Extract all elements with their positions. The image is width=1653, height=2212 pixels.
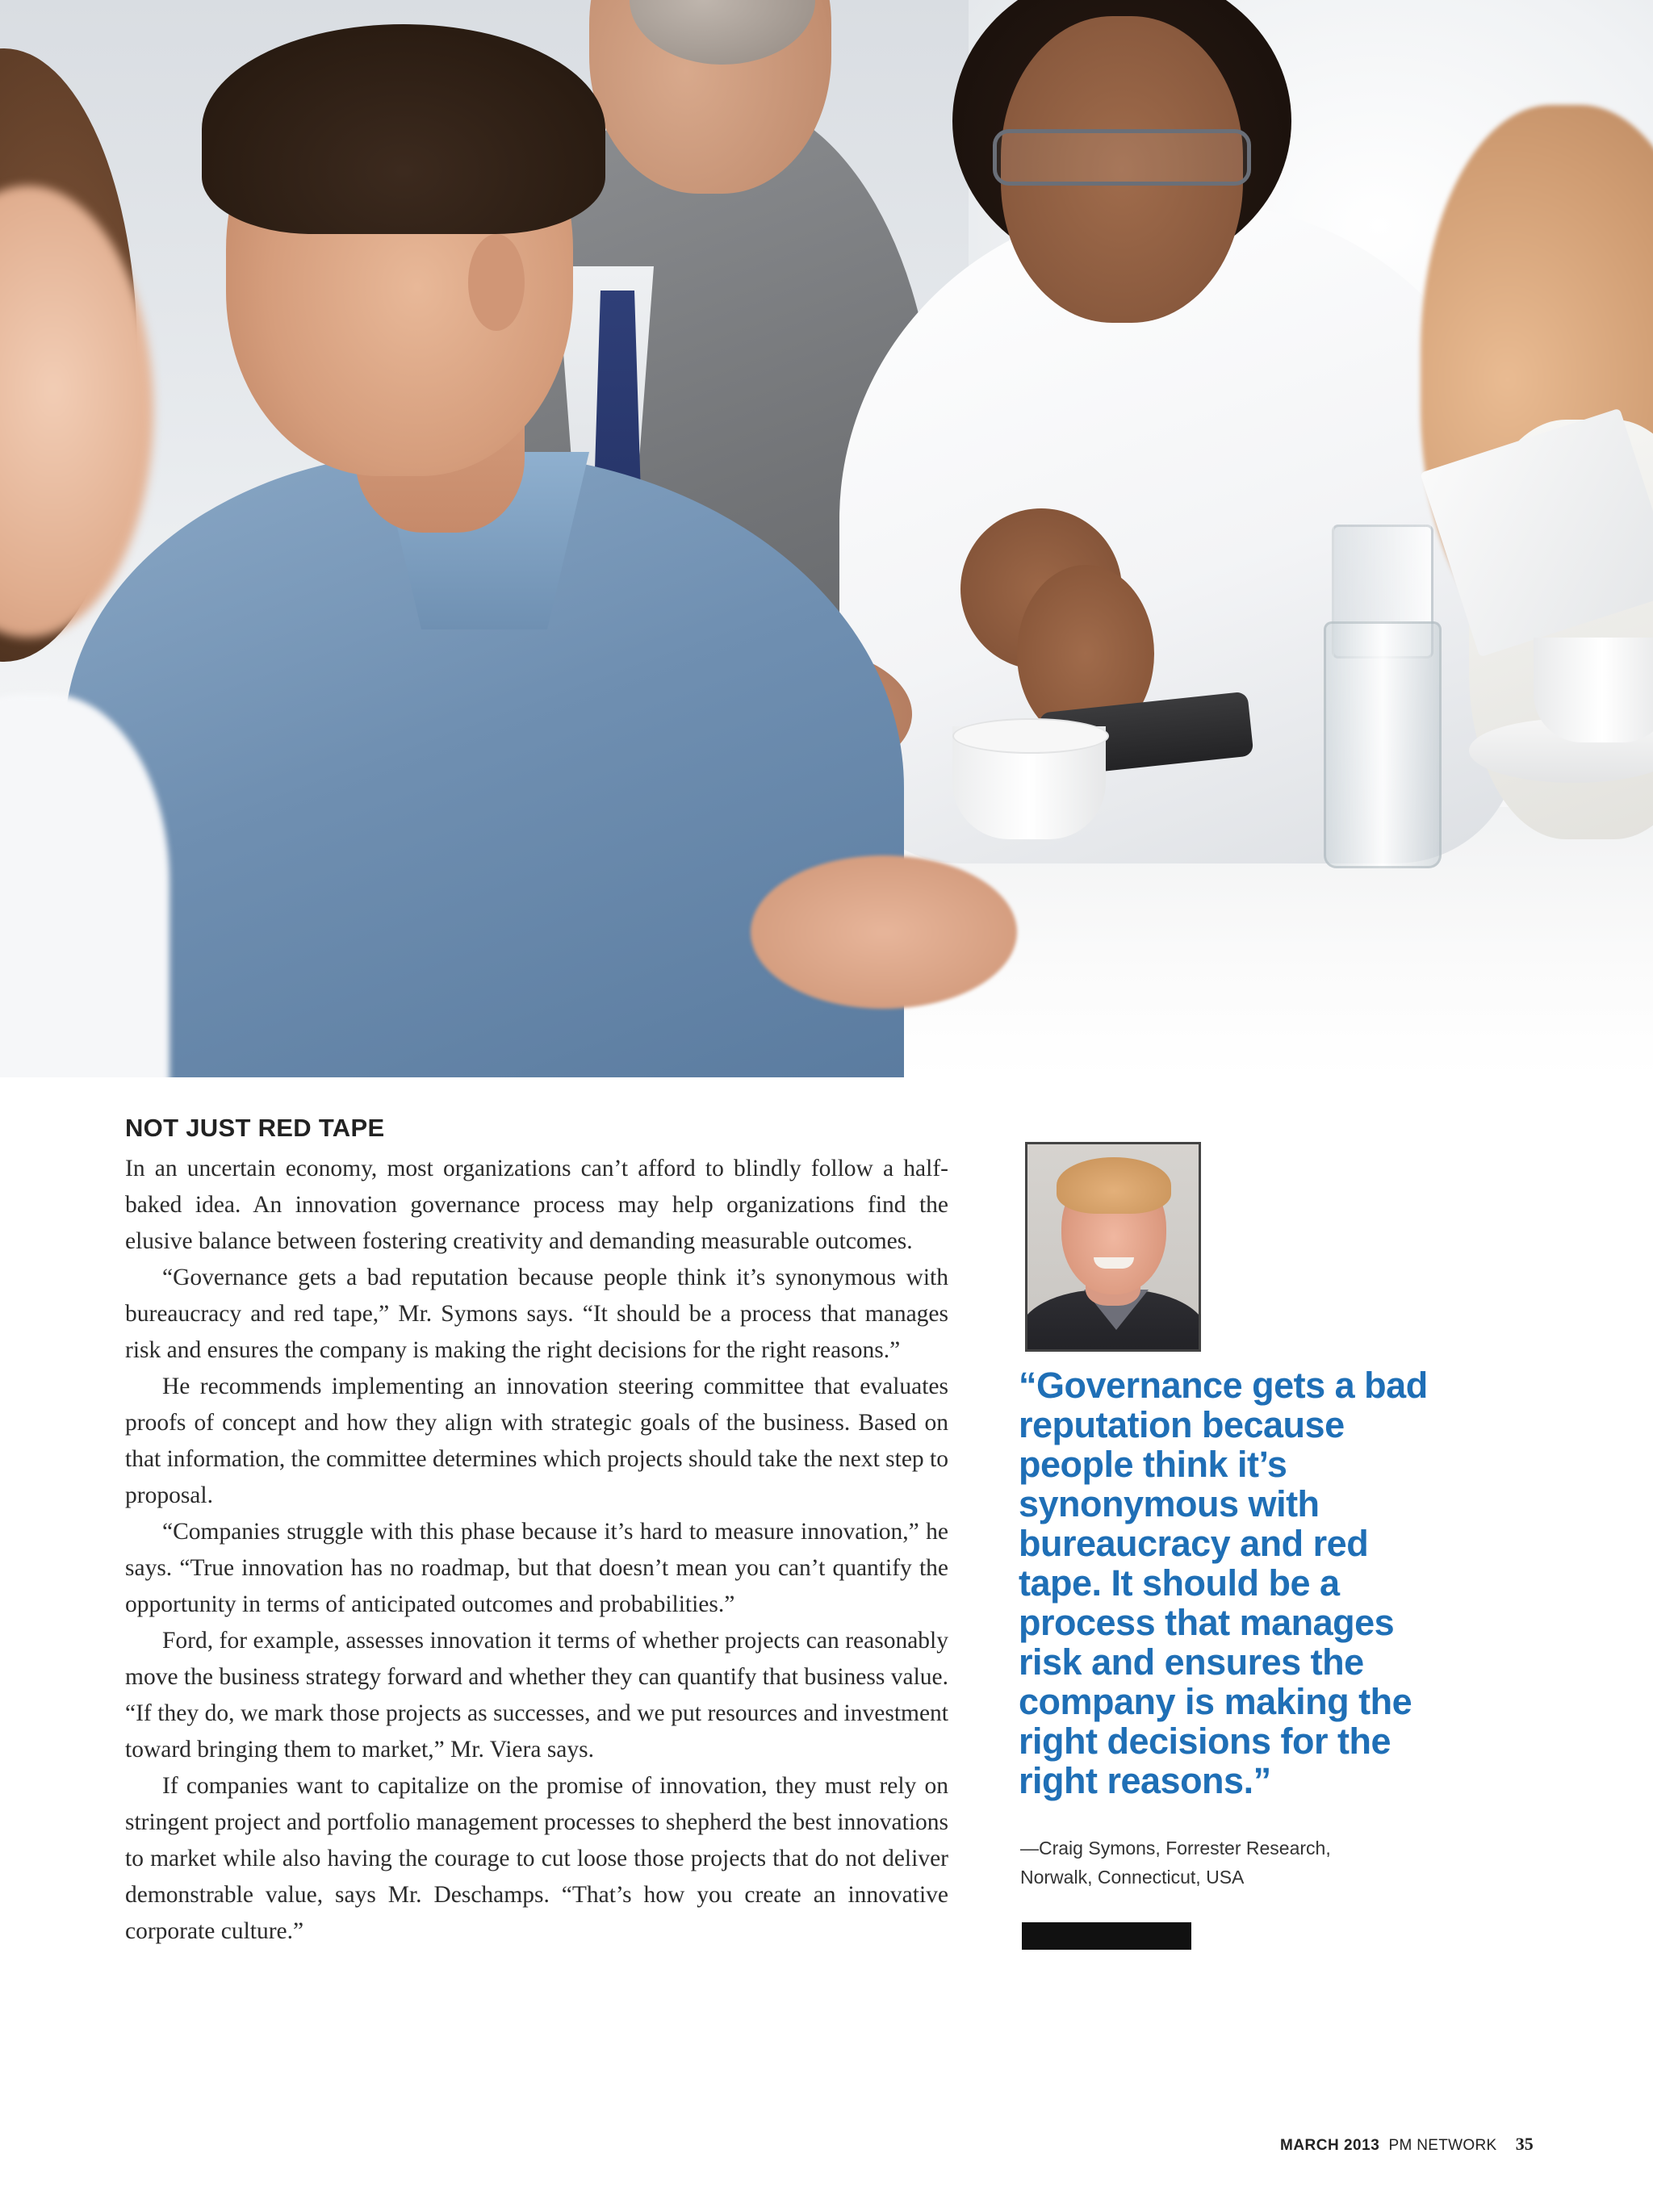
woman-left-face	[0, 186, 153, 638]
man-hand	[751, 855, 1017, 1009]
portrait-smile	[1094, 1257, 1134, 1269]
water-glass	[1324, 621, 1442, 868]
magazine-name: PM NETWORK	[1388, 2137, 1497, 2154]
article-paragraph: He recommends implementing an innovation steering committee that evaluates proofs of concept and how they align with strategic goals of the business. Based on that information, the committee determines which projects should take the next step to proposal.	[125, 1374, 948, 1508]
quote-attribution	[1020, 1834, 1391, 1892]
pull-quote: “Governance gets a bad reputation because people think it’s synonymous with bureaucracy and red tape. It should be a process that manages risk and ensures the company is making the right decisions for the right reasons.”	[1019, 1365, 1428, 1801]
portrait-hair	[1057, 1157, 1171, 1214]
coffee-cup-right	[1534, 638, 1653, 742]
issue-date: MARCH 2013	[1280, 2137, 1380, 2154]
page-number: 35	[1515, 2134, 1534, 2154]
article-paragraph: If companies want to capitalize on the promise of innovation, they must rely on stringent project and portfolio management processes to shepherd the best innovations to market while also having the courage to cut loose those projects that do not deliver demonstrable value, says Mr. Deschamps. “That’s how you create an innovative corporate culture.”	[125, 1773, 948, 1944]
article-body	[125, 1151, 948, 1950]
coffee-cup-rim	[952, 718, 1109, 754]
man-ear	[468, 234, 525, 331]
meeting-photo	[0, 0, 1653, 1077]
glasses	[993, 129, 1251, 186]
article-paragraph: Ford, for example, assesses innovation it terms of whether projects can reasonably move the business strategy forward and whether they can quantify that business value. “If they do, we mark those projects as successes, and we put resources and investment toward bringing them to market,” Mr. Viera says.	[125, 1628, 948, 1762]
page-footer	[1280, 2134, 1534, 2155]
man-hair	[202, 24, 605, 234]
article-paragraph: In an uncertain economy, most organizations can’t afford to blindly follow a half-baked idea. An innovation governance process may help organizations find the elusive balance between fostering creativity and demanding measurable outcomes.	[125, 1156, 948, 1254]
article-paragraph: “Governance gets a bad reputation because people think it’s synonymous with bureaucracy and red tape,” Mr. Symons says. “It should be a process that manages risk and ensures the company is making the right decisions for the right reasons.”	[125, 1265, 948, 1363]
article-paragraph: “Companies struggle with this phase because it’s hard to measure innovation,” he says. “True innovation has no roadmap, but that doesn’t mean you can’t quantify the opportunity in terms of anticipated outcomes and probabilities.”	[125, 1519, 948, 1617]
section-headline: NOT JUST RED TAPE	[125, 1114, 385, 1142]
attribution-line: Norwalk, Connecticut, USA	[1020, 1867, 1245, 1888]
author-portrait	[1025, 1142, 1201, 1352]
attribution-line: —Craig Symons, Forrester Research,	[1020, 1838, 1331, 1859]
redaction-bar	[1022, 1922, 1191, 1950]
